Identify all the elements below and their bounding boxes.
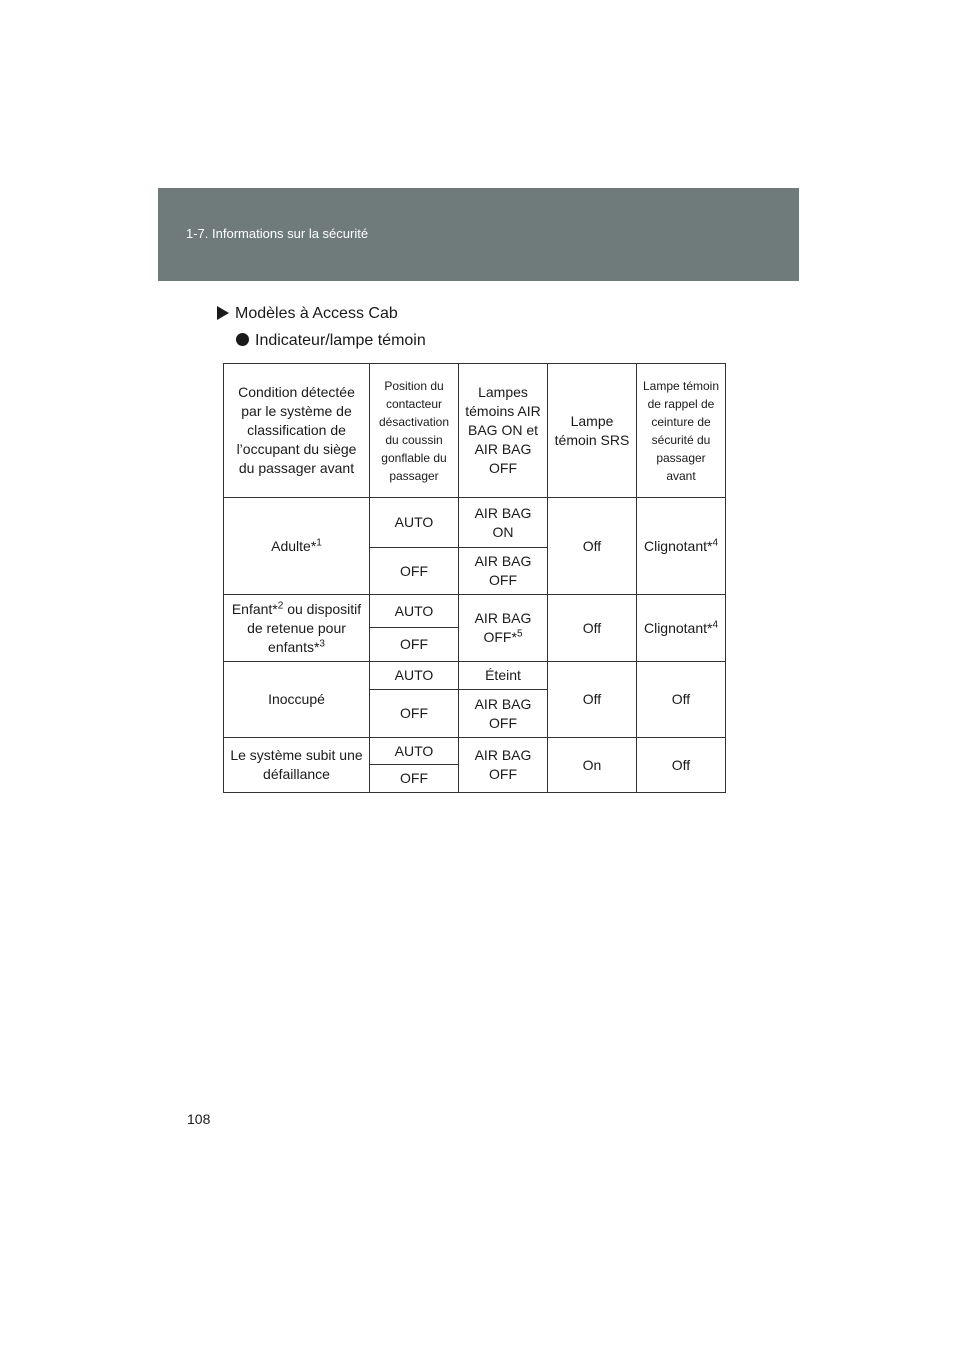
switch-position-cell: OFF (370, 765, 459, 793)
table-row (224, 662, 726, 690)
airbag-lamp-cell: AIR BAG ON (459, 498, 548, 548)
table-row (224, 738, 726, 765)
row-label-failure: Le système subit une défaillance (224, 738, 370, 793)
switch-position-cell: AUTO (370, 738, 459, 765)
airbag-lamp-cell: Éteint (459, 662, 548, 690)
table-row (224, 595, 726, 628)
col-header-airbag-lamps: Lampes témoins AIR BAG ON et AIR BAG OFF (459, 364, 548, 498)
row-label-adult: Adulte*$^1$ (224, 498, 370, 595)
indicator-table (223, 363, 726, 793)
seatbelt-lamp-cell: Off (637, 662, 726, 738)
switch-position-cell: OFF (370, 628, 459, 662)
seatbelt-lamp-cell: Off (637, 738, 726, 793)
col-header-seatbelt-lamp: Lampe témoin de rappel de ceinture de sécurité du passager avant (637, 364, 726, 498)
model-heading-text: Modèles à Access Cab (235, 305, 398, 322)
airbag-lamp-cell: AIR BAG OFF*$^5$ (459, 595, 548, 662)
col-header-condition: Condition détectée par le système de classification de l’occupant du siège du passager avant (224, 364, 370, 498)
airbag-lamp-cell: AIR BAG OFF (459, 548, 548, 595)
airbag-lamp-cell: AIR BAG OFF (459, 738, 548, 793)
indicator-heading-text: Indicateur/lampe témoin (255, 332, 426, 349)
switch-position-cell: OFF (370, 690, 459, 738)
switch-position-cell: AUTO (370, 595, 459, 628)
indicator-heading (236, 332, 426, 350)
row-label-child: Enfant*$^2$ ou dispositif de retenue pour enfants*$^3$ (224, 595, 370, 662)
seatbelt-lamp-cell: Clignotant*$^4$ (637, 498, 726, 595)
triangle-bullet-icon (217, 305, 229, 323)
row-label-empty: Inoccupé (224, 662, 370, 738)
circle-bullet-icon (236, 332, 249, 350)
srs-lamp-cell: Off (548, 662, 637, 738)
table-row (224, 498, 726, 548)
switch-position-cell: OFF (370, 548, 459, 595)
switch-position-cell: AUTO (370, 498, 459, 548)
section-title: 1-7. Informations sur la sécurité (186, 226, 369, 241)
srs-lamp-cell: On (548, 738, 637, 793)
model-heading (217, 305, 398, 323)
switch-position-cell: AUTO (370, 662, 459, 690)
airbag-lamp-cell: AIR BAG OFF (459, 690, 548, 738)
srs-lamp-cell: Off (548, 595, 637, 662)
col-header-srs-lamp: Lampe témoin SRS (548, 364, 637, 498)
col-header-switch-position: Position du contacteur désactivation du coussin gonflable du passager (370, 364, 459, 498)
srs-lamp-cell: Off (548, 498, 637, 595)
table-header-row (224, 364, 726, 498)
header-band (158, 188, 799, 281)
seatbelt-lamp-cell: Clignotant*$^4$ (637, 595, 726, 662)
page-number: 108 (187, 1111, 211, 1127)
